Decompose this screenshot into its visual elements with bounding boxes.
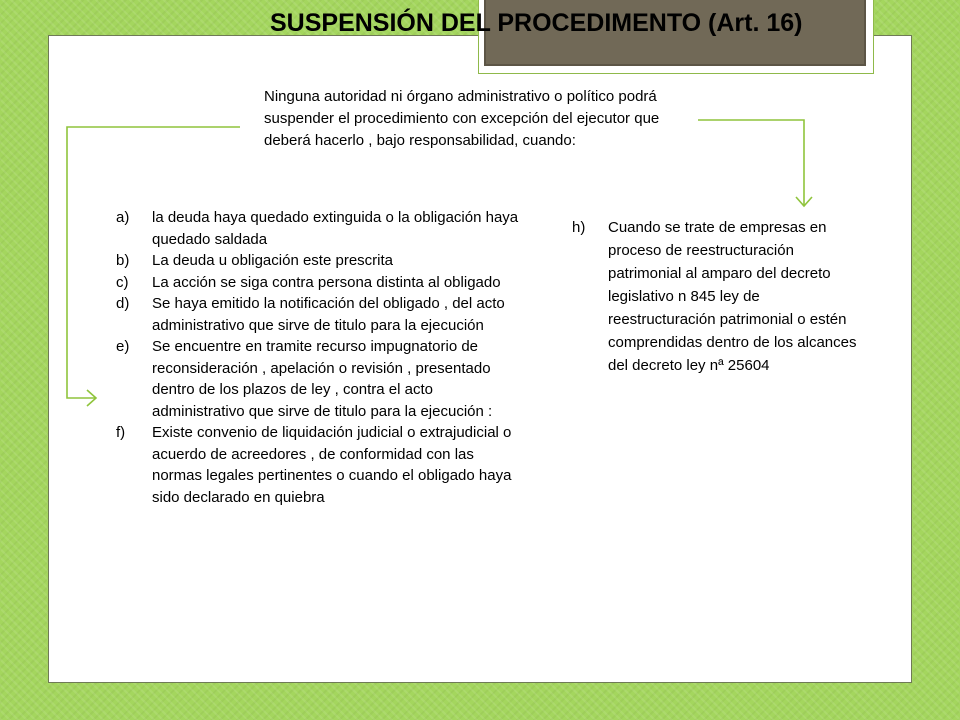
list-item-text: La deuda u obligación este prescrita [152,252,393,269]
list-item-text: Cuando se trate de empresas en proceso de reestructuración patrimonial al amparo del decreto legislativo n 845 ley de reestructuración patrimonial o estén comprendidas dentro de los alcances del decreto ley nª 25604 [608,219,857,374]
list-item-text: Existe convenio de liquidación judicial o extrajudicial o acuerdo de acreedores , de conformidad con las normas legales pertinentes o cuando el obligado haya sido declarado en quiebra [152,424,512,506]
conditions-list-left [116,207,520,508]
intro-text: Ninguna autoridad ni órgano administrativo o político podrá suspender el procedimiento con excepción del ejecutor que deberá hacerlo , bajo responsabilidad, cuando: [264,88,660,149]
list-item [116,207,520,250]
page-title: SUSPENSIÓN DEL PROCEDIMENTO (Art. 16) [270,9,803,37]
list-item [116,250,520,272]
list-marker: c) [116,273,129,291]
list-item [116,293,520,336]
list-item [116,422,520,508]
list-marker: b) [116,252,130,269]
list-marker: e) [116,338,130,355]
list-item-text: la deuda haya quedado extinguida o la obligación haya quedado saldada [152,209,519,248]
list-item-text: La acción se siga contra persona distinta al obligado [152,273,501,291]
list-item-text: Se encuentre en tramite recurso impugnatorio de reconsideración , apelación o revisión , presentado dentro de los plazos de ley , contra el acto administrativo que sirve de titulo para la ejecución : [152,338,493,420]
list-item [116,272,520,294]
right-connector-arrow-icon [698,120,812,206]
list-marker: f) [116,424,126,441]
list-item [572,216,870,377]
conditions-list-right [572,216,870,377]
list-marker: d) [116,295,130,312]
list-marker: a) [116,209,130,226]
list-item [116,336,520,422]
list-marker: h) [572,219,586,236]
list-item-text: Se haya emitido la notificación del obligado , del acto administrativo que sirve de titulo para la ejecución [152,295,505,334]
